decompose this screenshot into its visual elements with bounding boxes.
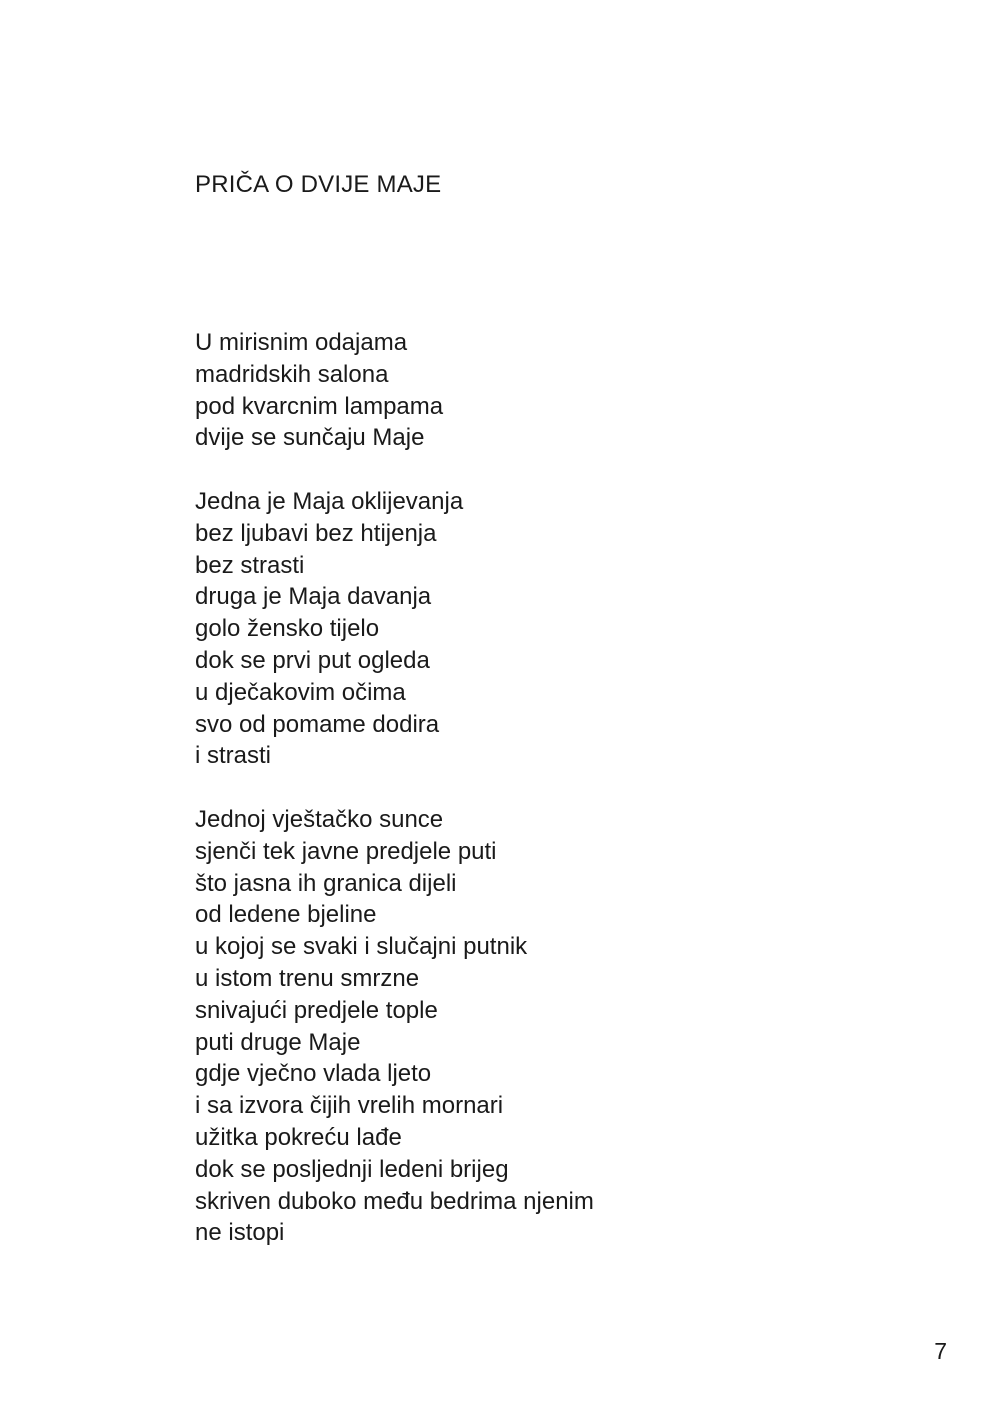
poem-line: golo žensko tijelo: [195, 615, 380, 643]
poem-line: skriven duboko među bedrima njenim: [195, 1187, 594, 1215]
poem-line: Jednoj vještačko sunce: [195, 806, 444, 833]
poem-line: i sa izvora čijih vrelih mornari: [195, 1092, 504, 1120]
poem-line: i strasti: [195, 742, 272, 770]
poem-line: užitka pokreću lađe: [195, 1123, 402, 1151]
poem-line: U mirisnim odajama: [195, 329, 408, 356]
poem-line: u istom trenu smrzne: [195, 964, 420, 992]
poem-line: snivajući predjele tople: [195, 996, 438, 1024]
poem-line: od ledene bjeline: [195, 901, 377, 929]
poem-line: u kojoj se svaki i slučajni putnik: [195, 933, 528, 961]
poem-line: puti druge Maje: [195, 1028, 361, 1056]
poem-line: dok se posljednji ledeni brijeg: [195, 1155, 509, 1183]
poem-line: sjenči tek javne predjele puti: [195, 837, 497, 865]
poem-line: dvije se sunčaju Maje: [195, 424, 425, 452]
poem-line: u dječakovim očima: [195, 678, 406, 706]
poem-title: PRIČA O DVIJE MAJE: [195, 171, 442, 198]
poem-line: bez strasti: [195, 551, 305, 579]
poem-line: gdje vječno vlada ljeto: [195, 1060, 432, 1088]
poem-line: pod kvarcnim lampama: [195, 392, 444, 420]
poem-line: madridskih salona: [195, 360, 389, 388]
poem-line: druga je Maja davanja: [195, 583, 432, 611]
stanza-3: [195, 804, 594, 1249]
page-number: 7: [934, 1338, 947, 1364]
poem-line: svo od pomame dodira: [195, 710, 440, 738]
poem-line: Jedna je Maja oklijevanja: [195, 488, 464, 515]
stanza-1: [195, 327, 443, 454]
poem-line: bez ljubavi bez htijenja: [195, 519, 437, 547]
poem-line: dok se prvi put ogleda: [195, 646, 430, 674]
stanza-2: [195, 486, 463, 772]
poem-line: ne istopi: [195, 1219, 285, 1247]
poem-line: što jasna ih granica dijeli: [195, 869, 457, 897]
